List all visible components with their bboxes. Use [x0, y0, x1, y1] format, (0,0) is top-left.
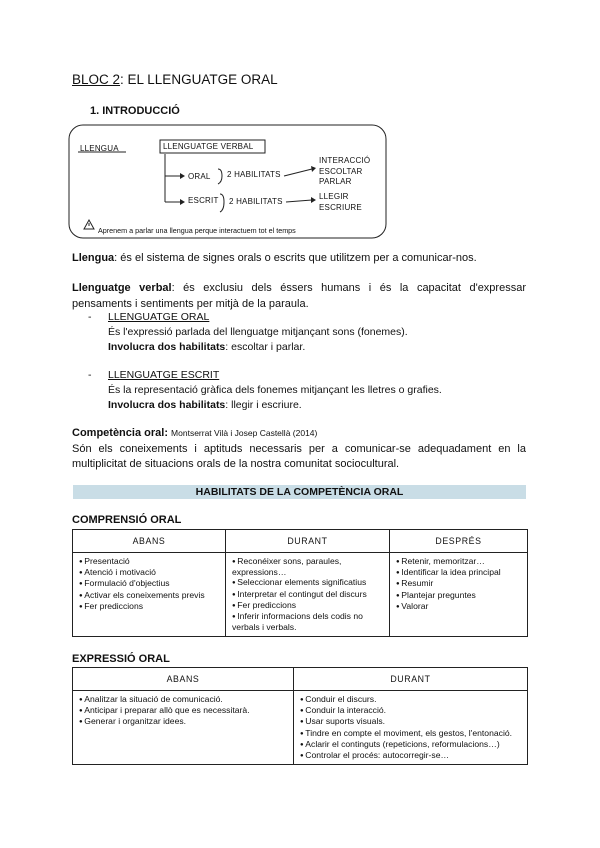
llenguatge-verbal-term: Llenguatge verbal	[72, 282, 172, 294]
llenguatge-verbal-text: : és exclusiu dels éssers humans i és la capacitat d'expressar pensaments i sentiments per mitjà de la paraula.	[72, 282, 526, 310]
expressio-durant-cell	[294, 691, 527, 764]
list-item: ● Valorar	[396, 601, 523, 612]
list-dash: -	[88, 369, 92, 381]
list-item: ● Plantejar preguntes	[396, 590, 523, 601]
diagram-habilitats-escrit: 2 HABILITATS	[229, 197, 283, 206]
diagram-escriure: ESCRIURE	[319, 203, 362, 212]
diagram-habilitats-oral: 2 HABILITATS	[227, 170, 281, 179]
list-item-text: : llegir i escriure.	[225, 399, 302, 411]
competencia-authors: Montserrat Vilà i Josep Castellà (2014)	[171, 428, 318, 438]
expressio-table	[72, 667, 528, 765]
diagram-llenguatge-verbal: LLENGUATGE VERBAL	[163, 142, 254, 151]
list-item: ● Usar suports visuals.	[300, 716, 523, 727]
header-durant: DURANT	[294, 668, 528, 691]
header-abans: ABANS	[73, 668, 294, 691]
header-durant: DURANT	[226, 530, 390, 553]
list-item-label: Involucra dos habilitats	[108, 341, 226, 353]
list-item: ● Controlar el procés: autocorregir-se…	[300, 750, 523, 761]
list-item: ● Conduir la interacció.	[300, 705, 523, 716]
diagram-escrit: ESCRIT	[188, 196, 219, 205]
diagram-llegir: LLEGIR	[319, 192, 349, 201]
section-heading-introduccio: 1. INTRODUCCIÓ	[90, 105, 180, 117]
competencia-term: Competència oral	[72, 427, 165, 439]
list-item: ● Retenir, memoritzar…	[396, 556, 523, 567]
comprensio-durant-cell	[226, 553, 389, 635]
list-item: ● Inferir informacions dels codis no verbals i verbals.	[232, 611, 385, 632]
bloc-title	[72, 72, 278, 87]
list-item-label: Involucra dos habilitats	[108, 399, 226, 411]
list-item: ● Tindre en compte el moviment, els gestos, l'entonació.	[300, 728, 523, 739]
competencia-oral	[72, 426, 526, 473]
competencia-text: Són els coneixements i aptituds necessaris per a comunicar-se adequadament en la multiplicitat de situacions orals de la nostra comunitat sociocultural.	[72, 442, 526, 470]
list-item-oral	[88, 310, 528, 355]
competencia-colon: :	[164, 427, 168, 439]
llengua-term: Llengua	[72, 252, 115, 264]
list-item-desc: És la representació gràfica dels fonemes mitjançant les lletres o grafies.	[108, 384, 442, 396]
list-item-escrit	[88, 368, 528, 413]
diagram-interaccio: INTERACCIÓ	[319, 156, 371, 165]
banner-habilitats: HABILITATS DE LA COMPETÈNCIA ORAL	[73, 485, 526, 499]
list-dash: -	[88, 311, 92, 323]
diagram-oral: ORAL	[188, 172, 211, 181]
list-item: ● Fer prediccions	[232, 600, 385, 611]
list-item-title: LLENGUATGE ORAL	[108, 311, 210, 323]
llengua-text: : és el sistema de signes orals o escrits que utilitzem per a comunicar-nos.	[114, 252, 477, 264]
list-item-title: LLENGUATGE ESCRIT	[108, 369, 220, 381]
diagram-note: Aprenem a parlar una llengua perque interactuem tot el temps	[98, 226, 296, 235]
diagram-llengua: LLENGUA	[80, 144, 119, 153]
list-item: ● Seleccionar elements significatius	[232, 577, 385, 588]
list-item: ● Interpretar el contingut del discurs	[232, 589, 385, 600]
list-item: ● Presentació	[79, 556, 221, 567]
comprensio-abans-cell	[73, 553, 225, 615]
llenguatge-verbal-definition	[72, 281, 526, 312]
list-item: ● Reconéixer sons, paraules, expressions…	[232, 556, 385, 577]
list-item: ● Fer prediccions	[79, 601, 221, 612]
comprensio-table	[72, 529, 528, 637]
list-item: ● Analitzar la situació de comunicació.	[79, 694, 289, 705]
list-item: ● Anticipar i preparar allò que es necessitarà.	[79, 705, 289, 716]
list-item: ● Activar els coneixements previs	[79, 590, 221, 601]
list-item: ● Formulació d'objectius	[79, 578, 221, 589]
comprensio-title: COMPRENSIÓ ORAL	[72, 514, 182, 526]
bloc-name: : EL LLENGUATGE ORAL	[120, 72, 278, 87]
header-despres: DESPRÉS	[390, 530, 528, 553]
list-item-desc: És l'expressió parlada del llenguatge mitjançant sons (fonemes).	[108, 326, 408, 338]
list-item: ● Aclarir el continguts (repeticions, reformulacions…)	[300, 739, 523, 750]
diagram-parlar: PARLAR	[319, 177, 352, 186]
comprensio-despres-cell	[390, 553, 527, 615]
expressio-title: EXPRESSIÓ ORAL	[72, 653, 170, 665]
header-abans: ABANS	[73, 530, 226, 553]
list-item-text: : escoltar i parlar.	[225, 341, 306, 353]
list-item: ● Atenció i motivació	[79, 567, 221, 578]
llengua-definition	[72, 251, 526, 267]
expressio-abans-cell	[73, 691, 293, 731]
diagram-escoltar: ESCOLTAR	[319, 167, 363, 176]
list-item: ● Generar i organitzar idees.	[79, 716, 289, 727]
bloc-number: BLOC 2	[72, 72, 121, 87]
list-item: ● Resumir	[396, 578, 523, 589]
language-diagram	[68, 124, 388, 240]
list-item: ● Identificar la idea principal	[396, 567, 523, 578]
list-item: ● Conduir el discurs.	[300, 694, 523, 705]
